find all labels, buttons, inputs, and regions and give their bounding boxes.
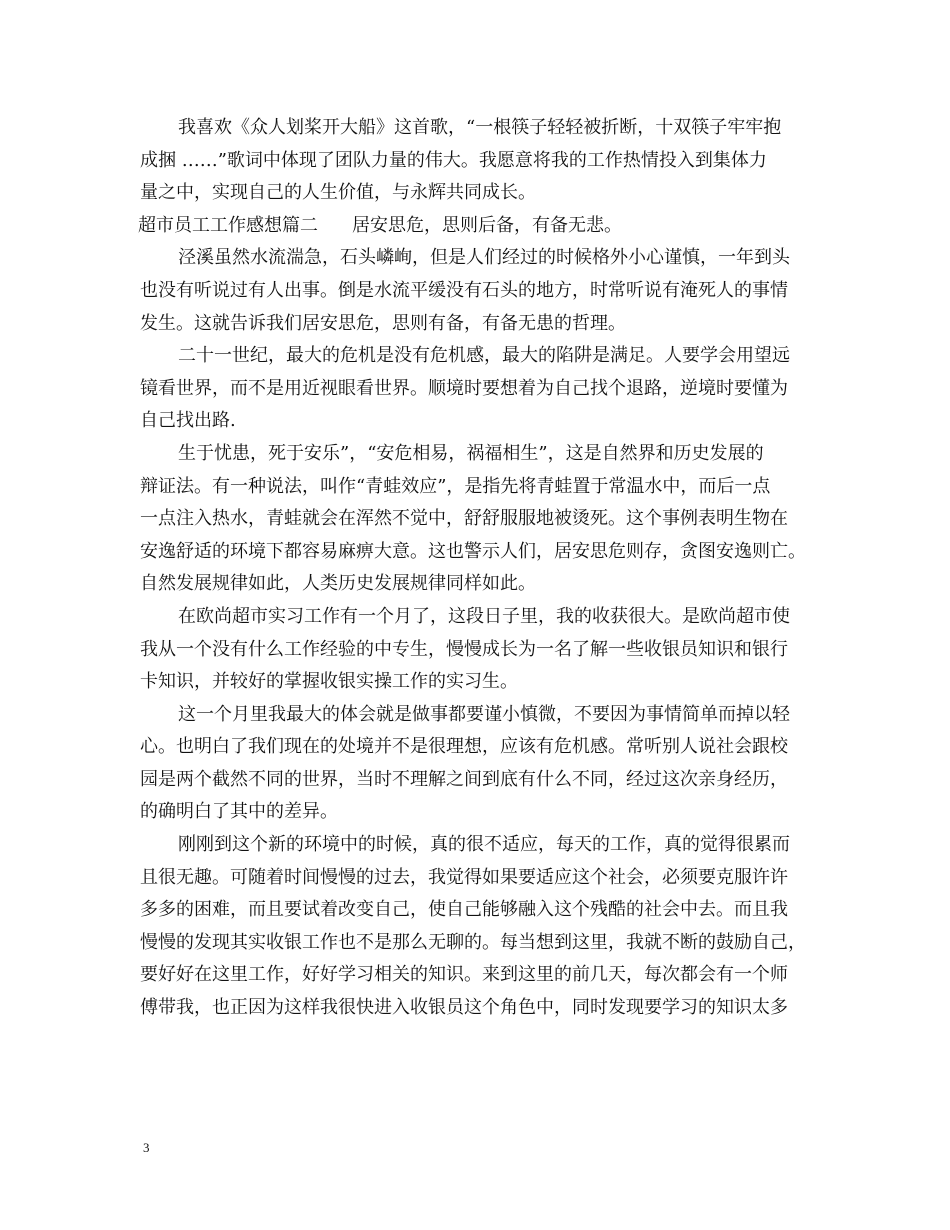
text-line: 这一个月里我最大的体会就是做事都要谨小慎微，不要因为事情简单而掉以轻 [178,703,790,725]
text-line: 卡知识，并较好的掌握收银实操工作的实习生。 [140,671,518,693]
text-line: 量之中，实现自己的人生价值，与永辉共同成长。 [140,182,536,204]
section-heading: 超市员工工作感想篇二 [138,214,318,236]
text-line: 泾溪虽然水流湍急，石头嶙峋，但是人们经过的时候格外小心谨慎，一年到头 [178,247,790,269]
text-line: 辩证法。有一种说法，叫作“青蛙效应”，是指先将青蛙置于常温水中，而后一点 [140,475,771,497]
text-line: 我从一个没有什么工作经验的中专生，慢慢成长为一名了解一些收银员知识和银行 [140,638,788,660]
text-line: 的确明白了其中的差异。 [140,801,338,823]
text-line: 安逸舒适的环境下都容易麻痹大意。这也警示人们，居安思危则存，贪图安逸则亡。 [140,540,806,562]
text-line: 镜看世界，而不是用近视眼看世界。顺境时要想着为自己找个退路，逆境时要懂为 [140,377,788,399]
text-line: 二十一世纪，最大的危机是没有危机感，最大的陷阱是满足。人要学会用望远 [178,345,790,367]
text-line: 心。也明白了我们现在的处境并不是很理想，应该有危机感。常听别人说社会跟校 [140,736,788,758]
text-line: 且很无趣。可随着时间慢慢的过去，我觉得如果要适应这个社会，必须要克服许许 [140,866,788,888]
section-heading-line [138,210,830,243]
text-line: 要好好在这里工作，好好学习相关的知识。来到这里的前几天，每次都会有一个师 [140,964,788,986]
text-line: 傅带我，也正因为这样我很快进入收银员这个角色中，同时发现要学习的知识太多 [140,997,788,1019]
text-line: 刚刚到这个新的环境中的时候，真的很不适应，每天的工作，真的觉得很累而 [178,834,790,856]
text-line: 自己找出路. [140,410,236,432]
text-line: 也没有听说过有人出事。倒是水流平缓没有石头的地方，时常听说有淹死人的事情 [140,279,788,301]
text-line: 一点注入热水，青蛙就会在浑然不觉中，舒舒服服地被烫死。这个事例表明生物在 [140,508,788,530]
text-line: 生于忧患，死于安乐”，“安危相易，祸福相生”，这是自然界和历史发展的 [178,442,764,464]
text-line: 成捆 ……”歌词中体现了团队力量的伟大。我愿意将我的工作热情投入到集体力 [140,149,767,171]
text-line: 在欧尚超市实习工作有一个月了，这段日子里，我的收获很大。是欧尚超市使 [178,605,790,627]
text-line: 多多的困难，而且要试着改变自己，使自己能够融入这个残酷的社会中去。而且我 [140,899,788,921]
text-line: 园是两个截然不同的世界，当时不理解之间到底有什么不同，经过这次亲身经历， [140,768,788,790]
page-number: 3 [143,1140,150,1155]
text-line: 慢慢的发现其实收银工作也不是那么无聊的。每当想到这里，我就不断的鼓励自己， [140,931,806,953]
text-line: 发生。这就告诉我们居安思危，思则有备，有备无患的哲理。 [140,312,626,334]
document-body [140,112,830,1025]
text-line: 自然发展规律如此，人类历史发展规律同样如此。 [140,573,536,595]
text-line: 我喜欢《众人划桨开大船》这首歌，“一根筷子轻轻被折断，十双筷子牢牢抱 [178,117,782,138]
section-subtitle: 居安思危，思则后备，有备无悲。 [352,214,622,236]
